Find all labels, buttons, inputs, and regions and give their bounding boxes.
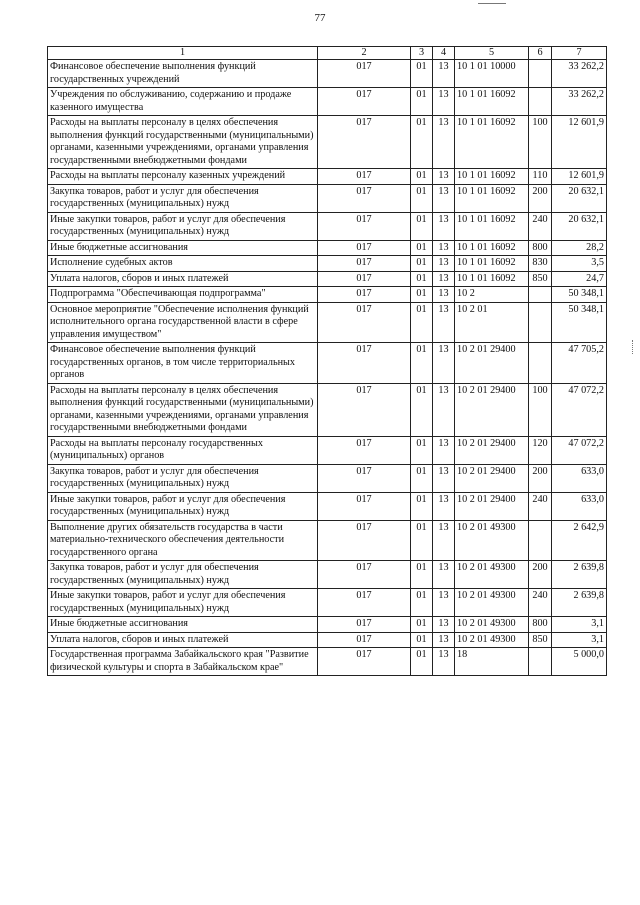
expense-name-cell: Уплата налогов, сборов и иных платежей: [48, 632, 318, 648]
admin-code-cell: 017: [318, 287, 411, 303]
header-col-5: 5: [455, 47, 529, 60]
expense-name-cell: Финансовое обеспечение выполнения функций государственных учреждений: [48, 60, 318, 88]
expense-name-cell: Основное мероприятие "Обеспечение исполнения функций исполнительного органа государственной власти в сфере управления имуществом": [48, 302, 318, 343]
expense-name-cell: Иные закупки товаров, работ и услуг для обеспечения государственных (муниципальных) нужд: [48, 212, 318, 240]
target-article-code-cell: 10 2: [455, 287, 529, 303]
amount-cell: 633,0: [552, 464, 607, 492]
amount-cell: 24,7: [552, 271, 607, 287]
subsection-code-cell: 13: [433, 240, 455, 256]
table-row: [48, 561, 607, 589]
amount-cell: 12 601,9: [552, 169, 607, 185]
target-article-code-cell: 10 2 01 49300: [455, 589, 529, 617]
admin-code-cell: 017: [318, 648, 411, 676]
admin-code-cell: 017: [318, 169, 411, 185]
target-article-code-cell: 10 1 01 16092: [455, 184, 529, 212]
admin-code-cell: 017: [318, 212, 411, 240]
expense-type-code-cell: 800: [529, 240, 552, 256]
admin-code-cell: 017: [318, 561, 411, 589]
expense-type-code-cell: 850: [529, 632, 552, 648]
subsection-code-cell: 13: [433, 492, 455, 520]
admin-code-cell: 017: [318, 271, 411, 287]
amount-cell: 20 632,1: [552, 212, 607, 240]
section-code-cell: 01: [411, 60, 433, 88]
table-row: [48, 617, 607, 633]
subsection-code-cell: 13: [433, 60, 455, 88]
section-code-cell: 01: [411, 632, 433, 648]
table-row: [48, 464, 607, 492]
subsection-code-cell: 13: [433, 632, 455, 648]
subsection-code-cell: 13: [433, 464, 455, 492]
amount-cell: 20 632,1: [552, 184, 607, 212]
admin-code-cell: 017: [318, 184, 411, 212]
subsection-code-cell: 13: [433, 520, 455, 561]
section-code-cell: 01: [411, 212, 433, 240]
subsection-code-cell: 13: [433, 287, 455, 303]
top-margin-mark: [478, 3, 506, 4]
expense-type-code-cell: 200: [529, 561, 552, 589]
expense-type-code-cell: [529, 88, 552, 116]
target-article-code-cell: 10 2 01 49300: [455, 561, 529, 589]
expense-type-code-cell: 830: [529, 256, 552, 272]
section-code-cell: 01: [411, 492, 433, 520]
target-article-code-cell: 10 2 01 29400: [455, 436, 529, 464]
target-article-code-cell: 10 2 01: [455, 302, 529, 343]
admin-code-cell: 017: [318, 343, 411, 384]
amount-cell: 2 639,8: [552, 561, 607, 589]
subsection-code-cell: 13: [433, 256, 455, 272]
admin-code-cell: 017: [318, 589, 411, 617]
target-article-code-cell: 10 1 01 16092: [455, 212, 529, 240]
target-article-code-cell: 10 1 01 16092: [455, 116, 529, 169]
admin-code-cell: 017: [318, 520, 411, 561]
section-code-cell: 01: [411, 383, 433, 436]
target-article-code-cell: 10 2 01 29400: [455, 492, 529, 520]
expense-name-cell: Подпрограмма "Обеспечивающая подпрограмма": [48, 287, 318, 303]
admin-code-cell: 017: [318, 116, 411, 169]
table-row: [48, 302, 607, 343]
target-article-code-cell: 10 2 01 49300: [455, 632, 529, 648]
header-col-6: 6: [529, 47, 552, 60]
admin-code-cell: 017: [318, 436, 411, 464]
expense-name-cell: Закупка товаров, работ и услуг для обеспечения государственных (муниципальных) нужд: [48, 184, 318, 212]
table-row: [48, 271, 607, 287]
target-article-code-cell: 10 2 01 29400: [455, 464, 529, 492]
target-article-code-cell: 10 2 01 49300: [455, 617, 529, 633]
expense-type-code-cell: [529, 302, 552, 343]
expense-name-cell: Расходы на выплаты персоналу в целях обеспечения выполнения функций государственными (муниципальными) органами, казенными учреждениями, органами управления государственными внебюджетными фондами: [48, 383, 318, 436]
expense-type-code-cell: [529, 648, 552, 676]
expense-type-code-cell: 200: [529, 464, 552, 492]
expense-name-cell: Исполнение судебных актов: [48, 256, 318, 272]
table-row: [48, 343, 607, 384]
subsection-code-cell: 13: [433, 436, 455, 464]
subsection-code-cell: 13: [433, 184, 455, 212]
subsection-code-cell: 13: [433, 343, 455, 384]
section-code-cell: 01: [411, 256, 433, 272]
expense-name-cell: Закупка товаров, работ и услуг для обеспечения государственных (муниципальных) нужд: [48, 561, 318, 589]
table-row: [48, 88, 607, 116]
admin-code-cell: 017: [318, 617, 411, 633]
amount-cell: 2 642,9: [552, 520, 607, 561]
section-code-cell: 01: [411, 343, 433, 384]
expense-type-code-cell: [529, 520, 552, 561]
expense-name-cell: Закупка товаров, работ и услуг для обеспечения государственных (муниципальных) нужд: [48, 464, 318, 492]
amount-cell: 633,0: [552, 492, 607, 520]
header-col-7: 7: [552, 47, 607, 60]
expense-type-code-cell: [529, 60, 552, 88]
table-row: [48, 184, 607, 212]
target-article-code-cell: 10 1 01 10000: [455, 60, 529, 88]
expense-type-code-cell: 110: [529, 169, 552, 185]
expense-name-cell: Расходы на выплаты персоналу казенных учреждений: [48, 169, 318, 185]
section-code-cell: 01: [411, 116, 433, 169]
expense-type-code-cell: 100: [529, 383, 552, 436]
table-row: [48, 169, 607, 185]
target-article-code-cell: 10 1 01 16092: [455, 169, 529, 185]
amount-cell: 3,5: [552, 256, 607, 272]
header-col-1: 1: [48, 47, 318, 60]
admin-code-cell: 017: [318, 464, 411, 492]
section-code-cell: 01: [411, 302, 433, 343]
section-code-cell: 01: [411, 561, 433, 589]
table-row: [48, 287, 607, 303]
expense-type-code-cell: 800: [529, 617, 552, 633]
amount-cell: 33 262,2: [552, 60, 607, 88]
expense-type-code-cell: 240: [529, 212, 552, 240]
header-col-2: 2: [318, 47, 411, 60]
table-row: [48, 648, 607, 676]
amount-cell: 33 262,2: [552, 88, 607, 116]
margin-mark: [632, 340, 635, 354]
expense-name-cell: Иные закупки товаров, работ и услуг для обеспечения государственных (муниципальных) нужд: [48, 492, 318, 520]
amount-cell: 50 348,1: [552, 302, 607, 343]
expense-type-code-cell: [529, 343, 552, 384]
table-row: [48, 492, 607, 520]
expense-type-code-cell: [529, 287, 552, 303]
amount-cell: 2 639,8: [552, 589, 607, 617]
table-row: [48, 116, 607, 169]
table-row: [48, 520, 607, 561]
expense-name-cell: Иные бюджетные ассигнования: [48, 617, 318, 633]
subsection-code-cell: 13: [433, 302, 455, 343]
section-code-cell: 01: [411, 464, 433, 492]
header-col-3: 3: [411, 47, 433, 60]
target-article-code-cell: 10 1 01 16092: [455, 271, 529, 287]
target-article-code-cell: 10 1 01 16092: [455, 88, 529, 116]
subsection-code-cell: 13: [433, 589, 455, 617]
expense-type-code-cell: 100: [529, 116, 552, 169]
amount-cell: 28,2: [552, 240, 607, 256]
section-code-cell: 01: [411, 169, 433, 185]
amount-cell: 47 705,2: [552, 343, 607, 384]
amount-cell: 50 348,1: [552, 287, 607, 303]
table-row: [48, 383, 607, 436]
expense-name-cell: Учреждения по обслуживанию, содержанию и продаже казенного имущества: [48, 88, 318, 116]
admin-code-cell: 017: [318, 256, 411, 272]
table-body: [48, 60, 607, 676]
target-article-code-cell: 10 2 01 29400: [455, 383, 529, 436]
target-article-code-cell: 10 1 01 16092: [455, 240, 529, 256]
amount-cell: 12 601,9: [552, 116, 607, 169]
target-article-code-cell: 10 1 01 16092: [455, 256, 529, 272]
section-code-cell: 01: [411, 648, 433, 676]
subsection-code-cell: 13: [433, 271, 455, 287]
table-row: [48, 632, 607, 648]
expense-type-code-cell: 240: [529, 589, 552, 617]
target-article-code-cell: 10 2 01 29400: [455, 343, 529, 384]
expense-name-cell: Иные бюджетные ассигнования: [48, 240, 318, 256]
section-code-cell: 01: [411, 436, 433, 464]
expense-type-code-cell: 240: [529, 492, 552, 520]
page-number: 77: [314, 12, 326, 24]
section-code-cell: 01: [411, 240, 433, 256]
section-code-cell: 01: [411, 184, 433, 212]
amount-cell: 3,1: [552, 617, 607, 633]
section-code-cell: 01: [411, 520, 433, 561]
admin-code-cell: 017: [318, 240, 411, 256]
budget-table: [47, 46, 607, 676]
table-row: [48, 212, 607, 240]
amount-cell: 5 000,0: [552, 648, 607, 676]
amount-cell: 3,1: [552, 632, 607, 648]
table-row: [48, 256, 607, 272]
admin-code-cell: 017: [318, 492, 411, 520]
subsection-code-cell: 13: [433, 617, 455, 633]
subsection-code-cell: 13: [433, 212, 455, 240]
expense-type-code-cell: 200: [529, 184, 552, 212]
expense-name-cell: Финансовое обеспечение выполнения функций государственных органов, в том числе территориальных органов: [48, 343, 318, 384]
amount-cell: 47 072,2: [552, 383, 607, 436]
target-article-code-cell: 18: [455, 648, 529, 676]
expense-name-cell: Расходы на выплаты персоналу в целях обеспечения выполнения функций государственными (муниципальными) органами, казенными учреждениями, органами управления государственными внебюджетными фондами: [48, 116, 318, 169]
table-row: [48, 589, 607, 617]
table-row: [48, 60, 607, 88]
admin-code-cell: 017: [318, 383, 411, 436]
expense-name-cell: Государственная программа Забайкальского края "Развитие физической культуры и спорта в Забайкальском крае": [48, 648, 318, 676]
section-code-cell: 01: [411, 589, 433, 617]
subsection-code-cell: 13: [433, 561, 455, 589]
amount-cell: 47 072,2: [552, 436, 607, 464]
expense-type-code-cell: 120: [529, 436, 552, 464]
expense-name-cell: Выполнение других обязательств государства в части материально-технического обеспечения деятельности государственного органа: [48, 520, 318, 561]
expense-name-cell: Иные закупки товаров, работ и услуг для обеспечения государственных (муниципальных) нужд: [48, 589, 318, 617]
section-code-cell: 01: [411, 271, 433, 287]
admin-code-cell: 017: [318, 302, 411, 343]
subsection-code-cell: 13: [433, 116, 455, 169]
subsection-code-cell: 13: [433, 648, 455, 676]
admin-code-cell: 017: [318, 632, 411, 648]
section-code-cell: 01: [411, 88, 433, 116]
header-row: [48, 47, 607, 60]
table-row: [48, 240, 607, 256]
table-row: [48, 436, 607, 464]
admin-code-cell: 017: [318, 60, 411, 88]
subsection-code-cell: 13: [433, 88, 455, 116]
target-article-code-cell: 10 2 01 49300: [455, 520, 529, 561]
subsection-code-cell: 13: [433, 169, 455, 185]
header-col-4: 4: [433, 47, 455, 60]
expense-type-code-cell: 850: [529, 271, 552, 287]
section-code-cell: 01: [411, 617, 433, 633]
subsection-code-cell: 13: [433, 383, 455, 436]
expense-name-cell: Расходы на выплаты персоналу государственных (муниципальных) органов: [48, 436, 318, 464]
admin-code-cell: 017: [318, 88, 411, 116]
section-code-cell: 01: [411, 287, 433, 303]
expense-name-cell: Уплата налогов, сборов и иных платежей: [48, 271, 318, 287]
